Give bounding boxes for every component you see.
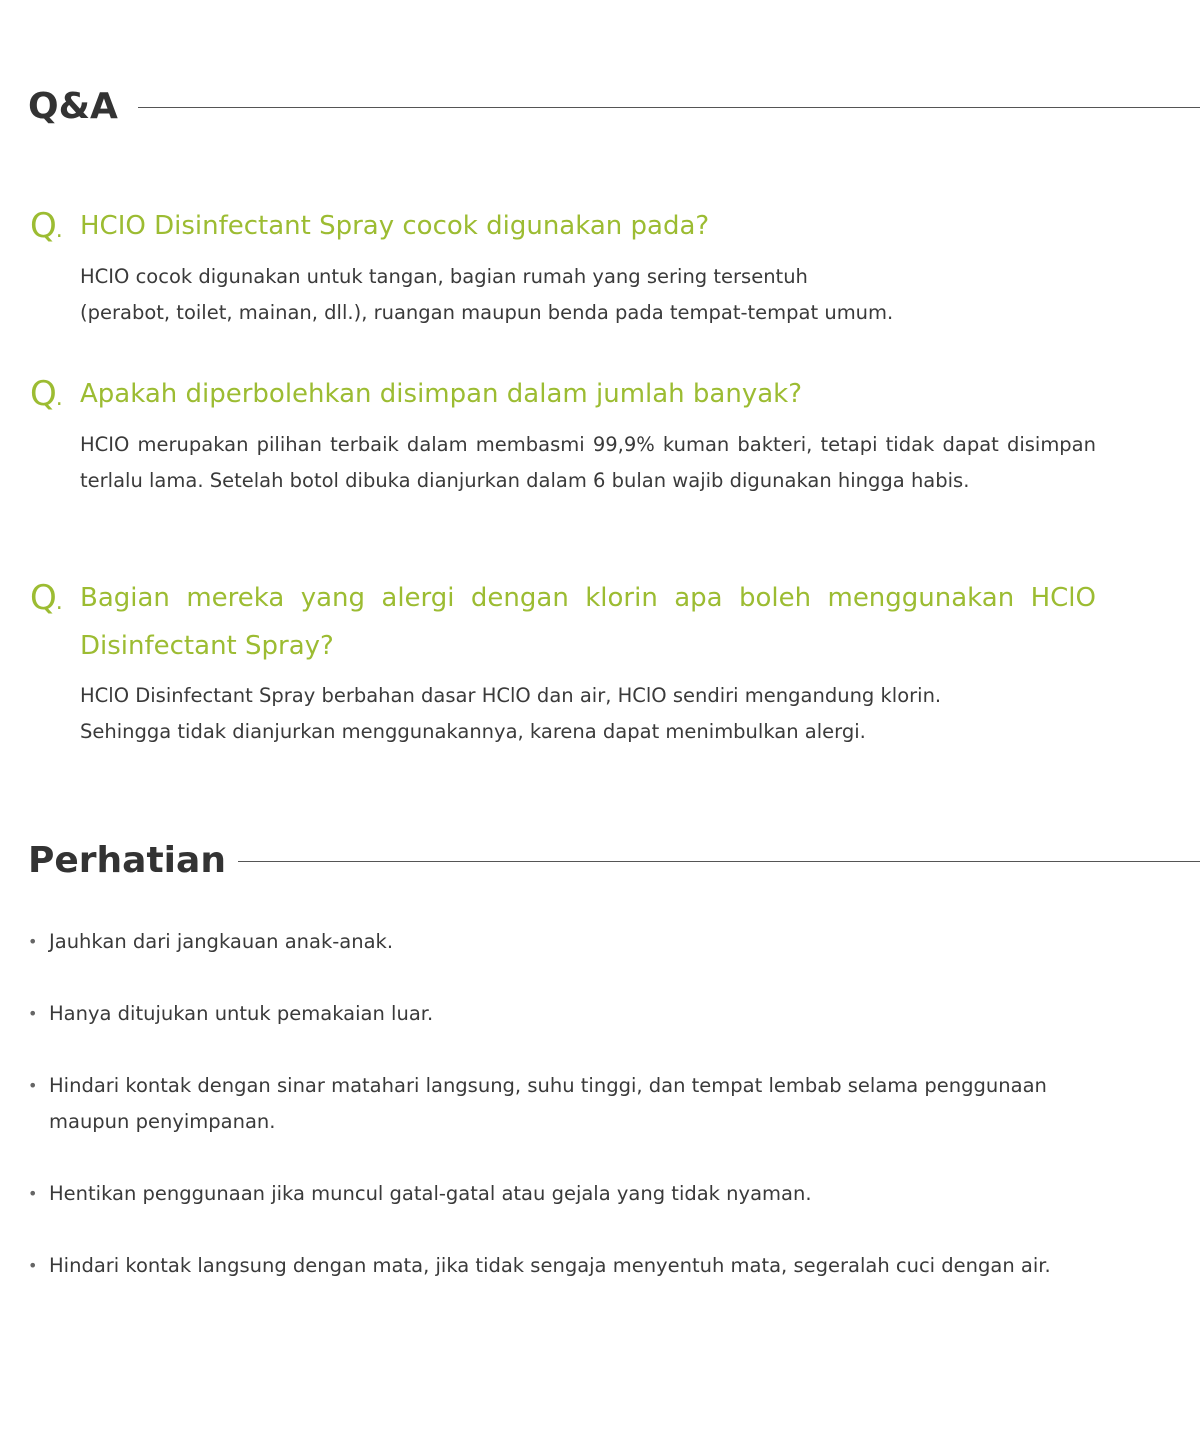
qa-item — [30, 374, 1096, 499]
bullet-icon: • — [28, 1256, 38, 1275]
caution-item — [28, 1176, 1108, 1212]
caution-item — [28, 924, 1108, 960]
bullet-icon: • — [28, 1184, 38, 1203]
caution-item — [28, 1248, 1108, 1284]
question-marker-icon: Q. — [30, 374, 62, 414]
caution-list — [28, 924, 1108, 1320]
question-row — [30, 206, 1096, 251]
caution-text: Hindari kontak dengan sinar matahari langsung, suhu tinggi, dan tempat lembab selama penggunaan maupun penyimpanan. — [49, 1074, 1047, 1133]
caution-text: Jauhkan dari jangkauan anak-anak. — [49, 930, 394, 953]
question-marker-letter: Q — [30, 578, 56, 618]
answer-line: HCIO cocok digunakan untuk tangan, bagian rumah yang sering tersentuh — [80, 265, 808, 288]
perhatian-section-title: Perhatian — [28, 840, 226, 881]
qa-item — [30, 206, 1096, 331]
question-text: Bagian mereka yang alergi dengan klorin apa boleh menggunakan HClO Disinfectant Spray? — [80, 583, 1096, 661]
qa-section-header — [28, 86, 1200, 127]
question-text: HCIO Disinfectant Spray cocok digunakan pada? — [80, 211, 710, 241]
bullet-icon: • — [28, 1004, 38, 1023]
answer-line: Sehingga tidak dianjurkan menggunakannya, karena dapat menimbulkan alergi. — [80, 720, 866, 743]
question-marker-letter: Q — [30, 374, 56, 414]
caution-item — [28, 996, 1108, 1032]
bullet-icon: • — [28, 1076, 38, 1095]
question-text: Apakah diperbolehkan disimpan dalam jumlah banyak? — [80, 379, 803, 409]
answer-text — [80, 678, 1096, 750]
qa-section-title: Q&A — [28, 86, 118, 127]
qa-item — [30, 578, 1096, 750]
caution-item — [28, 1068, 1108, 1140]
answer-line: HClO Disinfectant Spray berbahan dasar HClO dan air, HClO sendiri mengandung klorin. — [80, 684, 942, 707]
answer-text — [80, 259, 1096, 331]
caution-text: Hanya ditujukan untuk pemakaian luar. — [49, 1002, 434, 1025]
question-row — [30, 578, 1096, 670]
caution-text: Hentikan penggunaan jika muncul gatal-gatal atau gejala yang tidak nyaman. — [49, 1182, 812, 1205]
question-marker-letter: Q — [30, 206, 56, 246]
qa-header-divider — [138, 107, 1200, 108]
caution-text: Hindari kontak langsung dengan mata, jika tidak sengaja menyentuh mata, segeralah cuci dengan air. — [49, 1254, 1051, 1277]
perhatian-header-divider — [238, 861, 1200, 862]
question-marker-icon: Q. — [30, 578, 62, 618]
perhatian-section-header — [28, 840, 1200, 881]
answer-text: HCIO merupakan pilihan terbaik dalam membasmi 99,9% kuman bakteri, tetapi tidak dapat disimpan terlalu lama. Setelah botol dibuka dianjurkan dalam 6 bulan wajib digunakan hingga habis. — [80, 433, 1096, 492]
question-row — [30, 374, 1096, 419]
answer-line: (perabot, toilet, mainan, dll.), ruangan maupun benda pada tempat-tempat umum. — [80, 301, 894, 324]
bullet-icon: • — [28, 932, 38, 951]
question-marker-icon: Q. — [30, 206, 62, 246]
